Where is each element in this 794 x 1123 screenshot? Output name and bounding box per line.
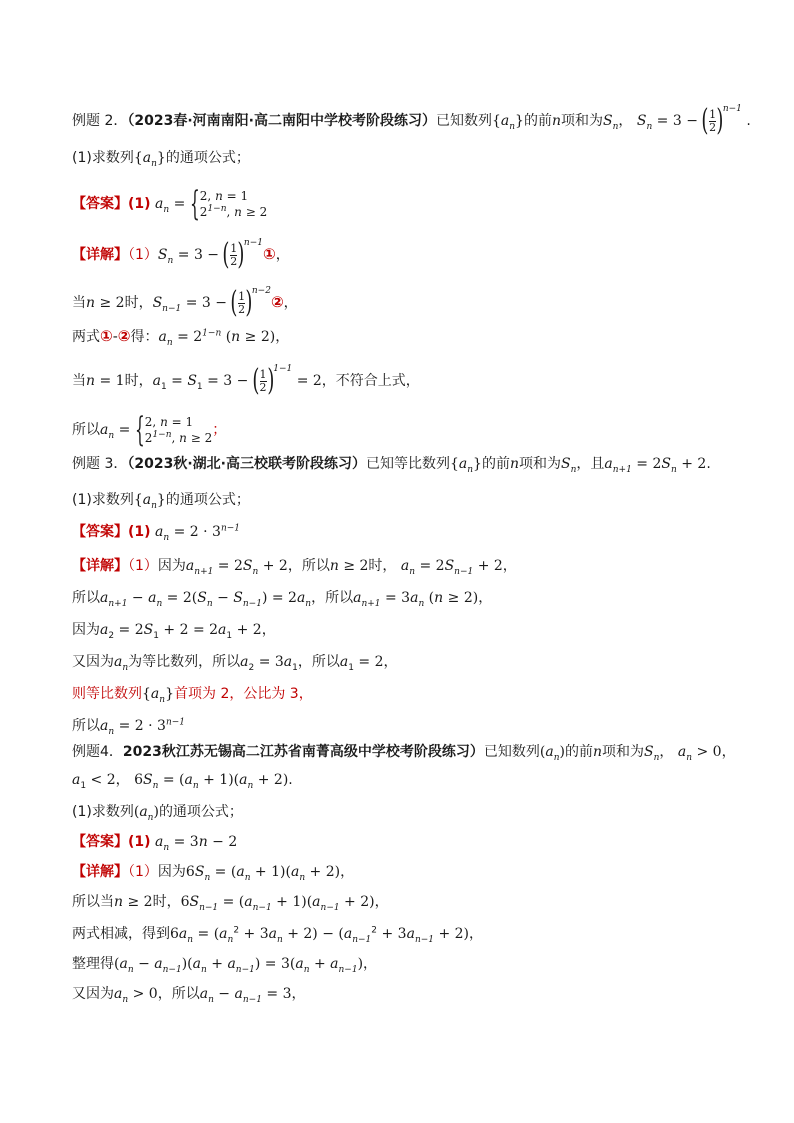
ex2-question-1: (1)求数列$\{a_n\}$的通项公式；	[72, 150, 250, 169]
ex3-question-1: (1)求数列$\{a_n\}$的通项公式；	[72, 492, 250, 511]
ex4-stem: 例题4．2023秋江苏无锡高二江苏省南菁高级中学校考阶段练习）已知数列$(a_n)$的前n项和为$S_n$， $a_n > 0$，	[72, 744, 736, 763]
ex4-answer: 【答案】(1) $a_n = 3n - 2$	[72, 834, 238, 853]
ex2-detail-line-2: 当n ≥ 2时，$S_{n-1} = 3$ − ( $\frac{1}{2}$ )$^{n-2}$②，	[72, 285, 298, 320]
ex3-detail-line-3: 因为$a_2 = 2S_1 + 2 = 2a_1 + 2$，	[72, 622, 276, 641]
ex4-detail-line-3: 两式相减，得到$6a_n = (a_n^2 + 3a_n + 2) - (a_{n-1}^2 + 3a_{n-1} + 2)$，	[72, 925, 484, 945]
ex3-detail-line-5: 则等比数列$\{a_n\}$首项为 2，公比为 3，	[72, 686, 313, 705]
ex3-detail-line-2: 所以$a_{n+1} - a_n = 2(S_n - S_{n-1}) = 2a_n$，所以$a_{n+1} = 3a_n$ (n ≥ 2)，	[72, 590, 493, 609]
ex3-detail-line-6: 所以$a_n = 2 \cdot 3^{n-1}$	[72, 717, 186, 737]
ex3-detail-line-4: 又因为$a_n$为等比数列，所以$a_2 = 3a_1$，所以$a_1 = 2$，	[72, 654, 398, 673]
ex3-detail-line-1: 【详解】（1）因为$a_{n+1} = 2S_n + 2$，所以n ≥ 2时， $a_n = 2S_{n-1} + 2$，	[72, 558, 517, 577]
ex2-stem: 例题 2．（2023春·河南南阳·高二南阳中学校考阶段练习）已知数列$\{a_n\}$的前n项和为$S_n$， $S_n = 3$ − ( $\frac{1}{2}$ )$^{n-1}$ .	[72, 103, 751, 138]
ex2-detail-line-4: 当n = 1时，$a_1 = S_1 = 3$ − ( $\frac{1}{2}$ )$^{1-1}$ = 2，不符合上式，	[72, 363, 420, 398]
ex4-stem-cont: $a_1 < 2$， $6S_n = (a_n + 1)(a_n + 2)$.	[72, 772, 293, 791]
ex2-detail-line-5: 所以$a_n$ = { 2, n = 1 $2^{1-n}$, n ≥ 2 ；	[72, 410, 227, 450]
ex2-answer: 【答案】(1) $a_n$ = { 2, n = 1 $2^{1-n}$, n ≥ 2	[72, 184, 268, 224]
ex4-question-1: (1)求数列$(a_n)$的通项公式；	[72, 804, 243, 823]
ex2-detail-line-1: 【详解】$(1)S_n = 3$ − ( $\frac{1}{2}$ )$^{n-1}$①，	[72, 237, 290, 272]
ex4-detail-line-2: 所以当n ≥ 2时，$6S_{n-1} = (a_{n-1} + 1)(a_{n-1} + 2)$，	[72, 894, 389, 913]
ex4-detail-line-4: 整理得$(a_n - a_{n-1})(a_n + a_{n-1}) = 3(a_n + a_{n-1})$，	[72, 956, 378, 975]
ex2-detail-line-3: 两式①-②得：$a_n = 2^{1-n}$ (n ≥ 2)，	[72, 327, 290, 348]
ex4-detail-line-1: 【详解】（1）因为$6S_n = (a_n + 1)(a_n + 2)$，	[72, 864, 355, 883]
ex4-detail-line-5: 又因为$a_n > 0$，所以$a_n - a_{n-1} = 3$，	[72, 986, 306, 1005]
ex3-stem: 例题 3．（2023秋·湖北·高三校联考阶段练习）已知等比数列$\{a_n\}$的前n项和为$S_n$，且$a_{n+1} = 2S_n + 2$.	[72, 456, 711, 475]
ex3-answer: 【答案】(1) $a_n = 2 \cdot 3^{n-1}$	[72, 523, 241, 543]
